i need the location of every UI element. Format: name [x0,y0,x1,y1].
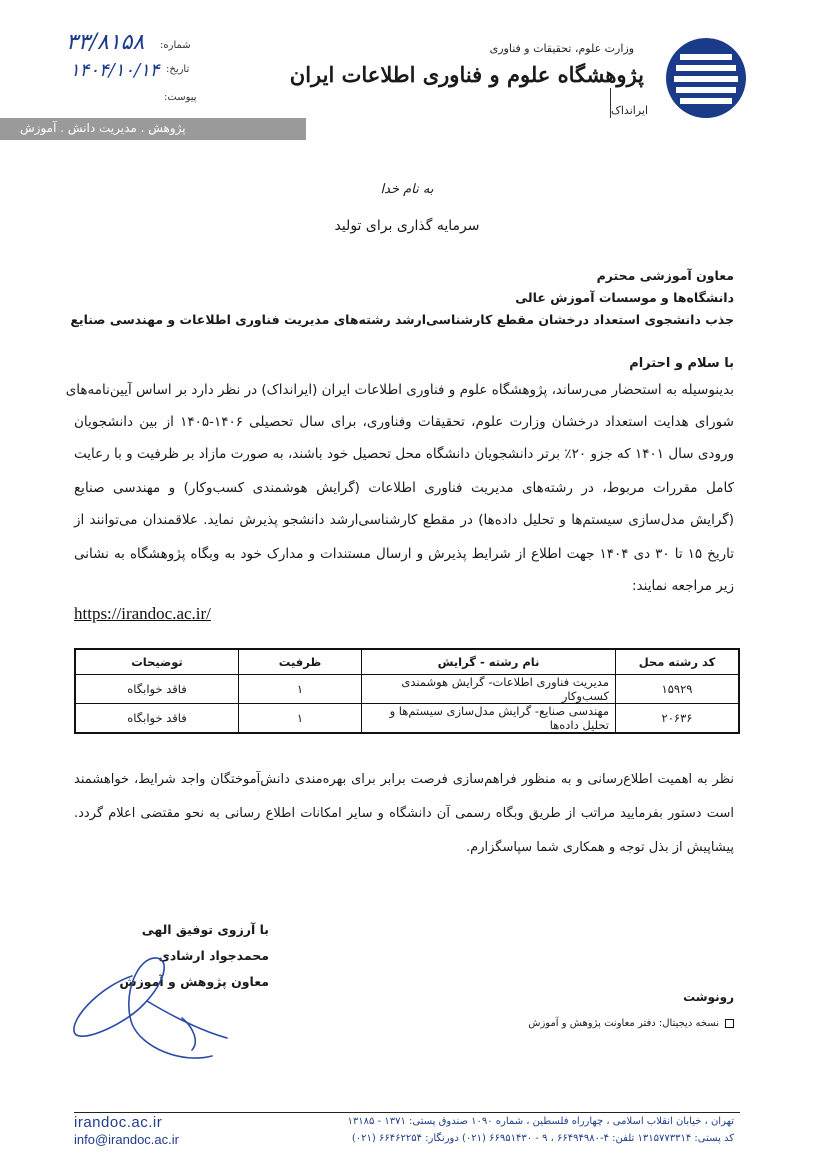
footer-website[interactable]: irandoc.ac.ir [74,1114,163,1131]
letter-date: ۱۴۰۴/۱۰/۱۴ [70,60,160,81]
cell-capacity: ۱ [239,675,362,704]
closing-line: نظر به اهمیت اطلاع‌رسانی و به منظور فراهم‌سازی فرصت برابر برای بهره‌مندی دانش‌آموختگان واجد شرایط، خواهشمند [74,772,734,787]
handwritten-signature-icon [62,946,252,1066]
signature-wish: با آرزوی توفیق الهی [141,922,269,937]
cc-item-text: نسخه دیجیتال: دفتر معاونت پژوهش و آموزش [528,1018,719,1029]
cell-program: مدیریت فناوری اطلاعات- گرایش هوشمندی کسب‌وکار [362,675,616,704]
header-notes: توضیحات [75,649,239,675]
paragraph-line: (گرایش مدل‌سازی سیستم‌ها و تحلیل داده‌ها) در مقطع کارشناسی‌ارشد دانشجو پذیرش نماید. علاقمندان می‌توانند از [74,512,734,528]
bismillah: به نام خدا [380,182,434,197]
table-row [75,704,739,734]
letter-number: ۳۳/۸۱۵۸ [66,30,145,55]
cell-capacity: ۱ [239,704,362,734]
cell-code: ۲۰۶۳۶ [616,704,740,734]
cell-notes: فاقد خوابگاه [75,675,239,704]
paragraph-line: کامل مقررات مربوط، در رشته‌های مدیریت فناوری اطلاعات (گرایش هوشمندی کسب‌وکار) و مهندسی صنایع [74,480,734,496]
recipient-line-2: دانشگاه‌ها و موسسات آموزش عالی [515,290,734,305]
subject-line: جذب دانشجوی استعداد درخشان مقطع کارشناسی‌ارشد رشته‌های مدیریت فناوری اطلاعات و مهندسی صنایع [70,312,734,327]
table-row [75,675,739,704]
paragraph-line: بدینوسیله به استحضار می‌رساند، پژوهشگاه علوم و فناوری اطلاعات ایران (ایرانداک) در نظر دارد بر اساس آیین‌نامه‌های [65,382,734,398]
header-band [0,118,306,140]
paragraph-line: تاریخ ۱۵ تا ۳۰ دی ۱۴۰۴ جهت اطلاع از شرایط پذیرش و ارسال مستندات و مدارک خود به وبگاه پژوهشگاه به نشانی [74,546,735,562]
header-divider [610,88,611,118]
cell-notes: فاقد خوابگاه [75,704,239,734]
footer-divider [74,1112,740,1113]
closing-line: است دستور بفرمایید مراتب از طریق وبگاه رسمی آن دانشگاه و سایر امکانات اطلاع رسانی به نحو مقتضی اعلام گردد. [74,806,734,821]
cc-title: رونوشت [683,990,734,1004]
header-program: نام رشته - گرایش [362,649,616,675]
closing-line: پیشاپیش از بذل توجه و همکاری شما سپاسگزارم. [466,840,734,855]
checkbox-icon [725,1019,734,1028]
slogan: سرمایه گذاری برای تولید [334,218,480,234]
organization-name: پژوهشگاه علوم و فناوری اطلاعات ایران [289,62,644,87]
attachment-label: پیوست: [164,92,197,103]
paragraph-line: ورودی سال ۱۴۰۱ که جزو ۲۰٪ برتر دانشجویان دانشگاه محل تحصیل خود باشند، به صورت مازاد بر ظرفیت و با رعایت [74,446,734,462]
date-label: تاریخ: [166,64,190,75]
header-code: کد رشته محل [616,649,740,675]
programs-table [74,648,740,734]
irandoc-logo-icon [664,36,748,120]
paragraph-line: زیر مراجعه نمایند: [632,578,734,594]
number-label: شماره: [160,40,191,51]
cell-code: ۱۵۹۲۹ [616,675,740,704]
organization-short-name: ایرانداک [611,104,648,117]
irandoc-website-link[interactable]: https://irandoc.ac.ir/ [74,604,211,623]
table-header-row [75,649,739,675]
greeting: با سلام و احترام [629,356,734,371]
signatory-name: محمدجواد ارشادی [158,948,269,963]
recipient-line-1: معاون آموزشی محترم [596,268,734,283]
signatory-title: معاون پژوهش و آموزش [119,974,269,989]
footer-address: تهران ، خیابان انقلاب اسلامی ، چهارراه فلسطین ، شماره ۱۰۹۰ صندوق پستی: ۱۳۷۱ - ۱۳۱۸۵ [347,1116,734,1127]
cell-program: مهندسی صنایع- گرایش مدل‌سازی سیستم‌ها و تحلیل داده‌ها [362,704,616,734]
header-band-text: پژوهش . مدیریت دانش . آموزش [20,121,186,135]
ministry-name: وزارت علوم، تحقیقات و فناوری [489,42,634,55]
cc-item [528,1018,734,1029]
header-capacity: ظرفیت [239,649,362,675]
footer-email[interactable]: info@irandoc.ac.ir [74,1132,179,1147]
footer-contact: کد پستی: ۱۳۱۵۷۷۳۳۱۴ تلفن: ۴-۶۶۴۹۴۹۸۰ ، ۹ - ۶۶۹۵۱۴۳۰ (۰۲۱) دورنگار: ۶۶۴۶۲۲۵۴ (۰۲۱) [351,1133,734,1144]
paragraph-line: شورای هدایت استعداد درخشان وزارت علوم، تحقیقات وفناوری، برای سال تحصیلی ۱۴۰۶-۱۴۰۵ از بین دانشجویان [74,414,734,430]
